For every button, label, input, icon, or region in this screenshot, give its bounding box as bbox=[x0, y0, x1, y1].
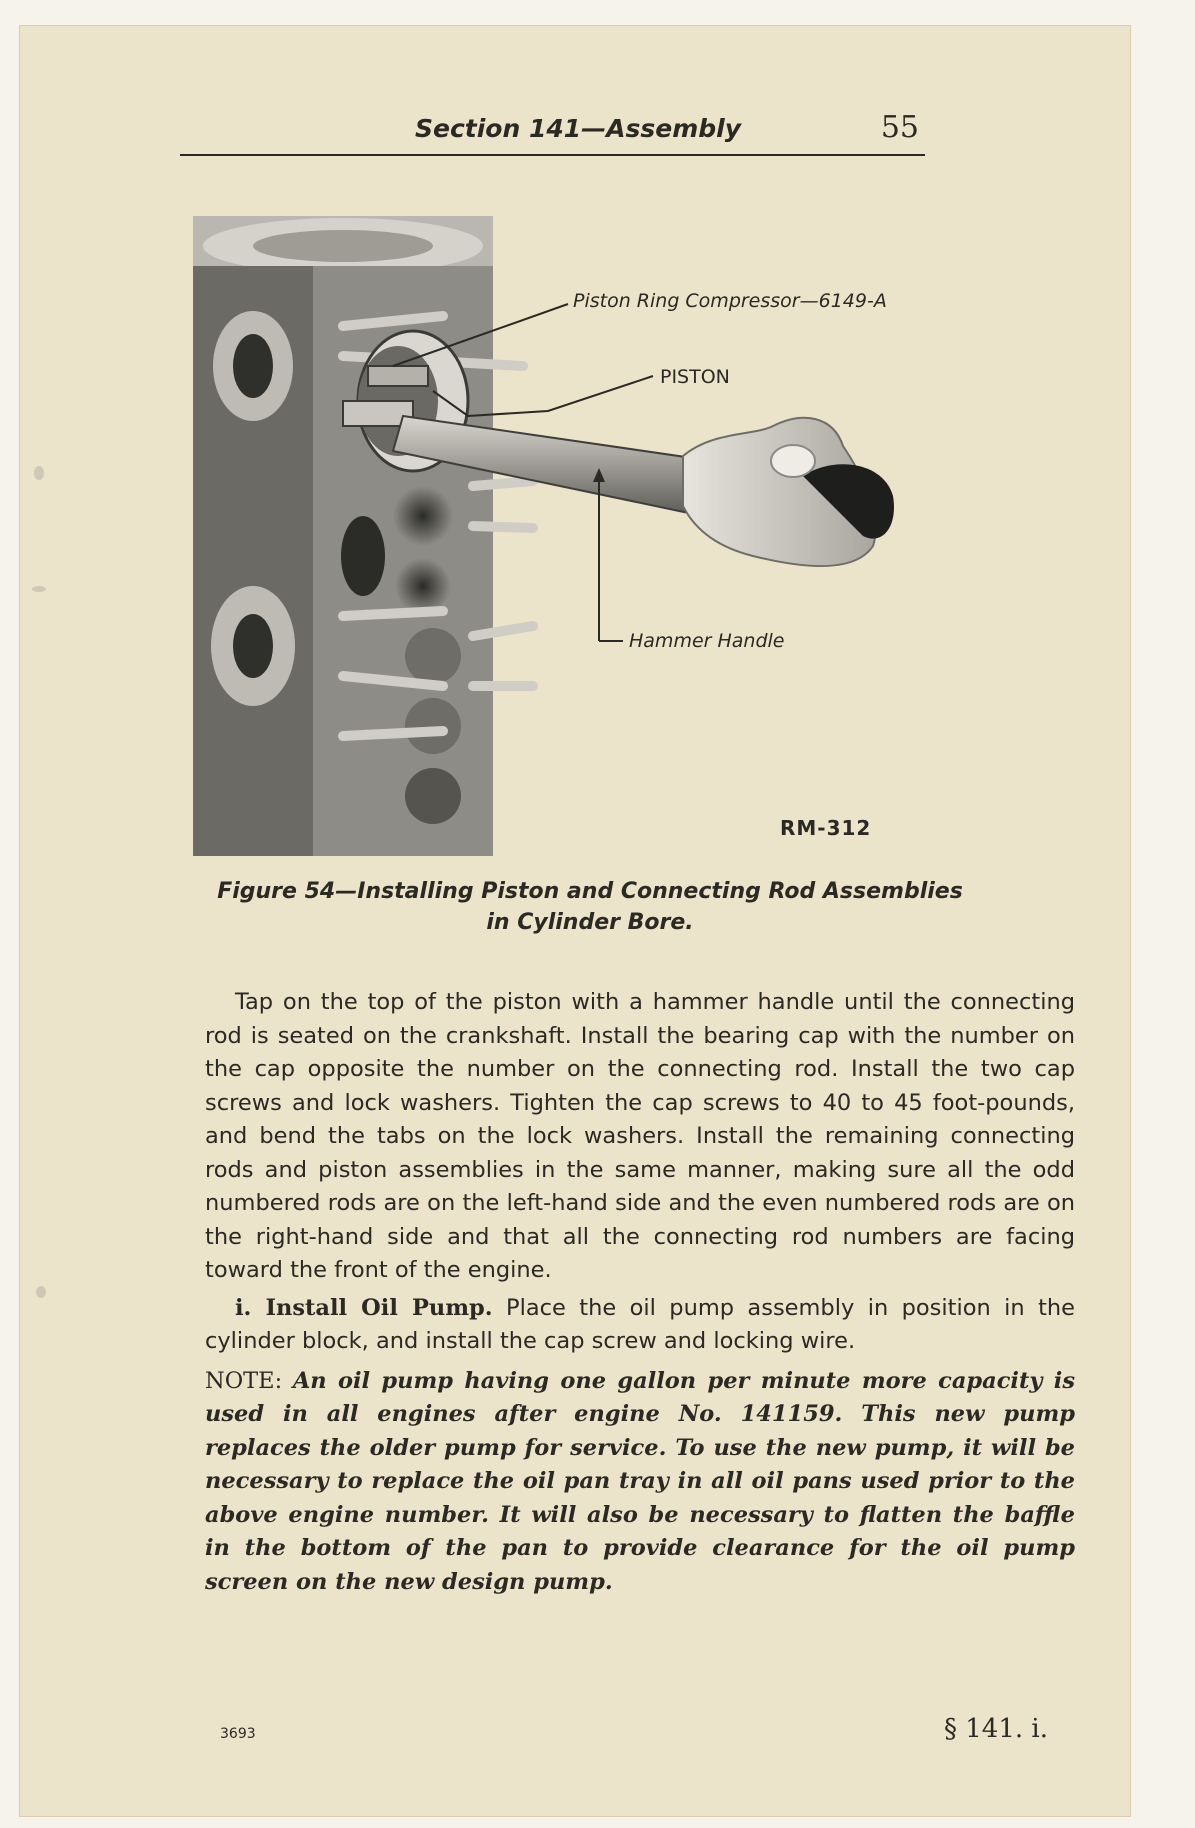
section-title: Section 141—Assembly bbox=[415, 114, 742, 143]
document-page bbox=[20, 26, 1130, 1816]
paragraph-install-oil-pump bbox=[205, 1292, 1075, 1359]
running-head bbox=[180, 96, 925, 156]
figure-54 bbox=[193, 216, 903, 856]
note-paragraph bbox=[205, 1365, 1075, 1600]
engine-photo bbox=[193, 216, 903, 856]
note-text: An oil pump having one gallon per minute more capacity is used in all engines after engine No. 141159. This new pump replaces the older pump for service. To use the new pump, it will be necessary to replace the oil pan tray in all oil pans used prior to the above engine number. It will also be necessary to flatten the baffle in the bottom of the pan to provide clearance for the oil pump screen on the new design pump. bbox=[205, 1367, 1075, 1595]
figure-id: RM-312 bbox=[780, 816, 872, 840]
callout-piston: PISTON bbox=[660, 366, 730, 388]
subsection-text: Place the oil pump assembly in position in the cylinder block, and install the cap screw and locking wire. bbox=[205, 1294, 1075, 1354]
figure-caption bbox=[180, 876, 1000, 938]
paper-speck bbox=[32, 586, 46, 592]
paper-speck bbox=[36, 1286, 46, 1298]
note-label: NOTE: bbox=[205, 1367, 293, 1394]
paragraph-tap-piston: Tap on the top of the piston with a hammer handle until the connecting rod is seated on the crankshaft. Install the bearing cap with the number on the cap opposite the number on the connecting rod. Install the two cap screws and lock washers. Tighten the cap screws to 40 to 45 foot-pounds, and bend the tabs on the lock washers. Install the remaining connecting rods and piston assemblies in the same manner, making sure all the odd numbered rods are on the left-hand side and the even numbered rods are on the right-hand side and that all the connecting rod numbers are facing toward the front of the engine. bbox=[205, 989, 1075, 1283]
body-text bbox=[205, 986, 1075, 1599]
callout-compressor: Piston Ring Compressor—6149-A bbox=[573, 290, 887, 312]
caption-line-1: Figure 54—Installing Piston and Connecting Rod Assemblies bbox=[217, 879, 963, 904]
paper-speck bbox=[34, 466, 44, 480]
footer-code: 3693 bbox=[220, 1726, 256, 1742]
callout-hammer-handle: Hammer Handle bbox=[629, 630, 785, 652]
caption-line-2: in Cylinder Bore. bbox=[486, 910, 694, 935]
footer-section-ref: § 141. i. bbox=[944, 1714, 1048, 1744]
subsection-label: i. Install Oil Pump. bbox=[235, 1294, 493, 1321]
page-number: 55 bbox=[880, 110, 919, 145]
